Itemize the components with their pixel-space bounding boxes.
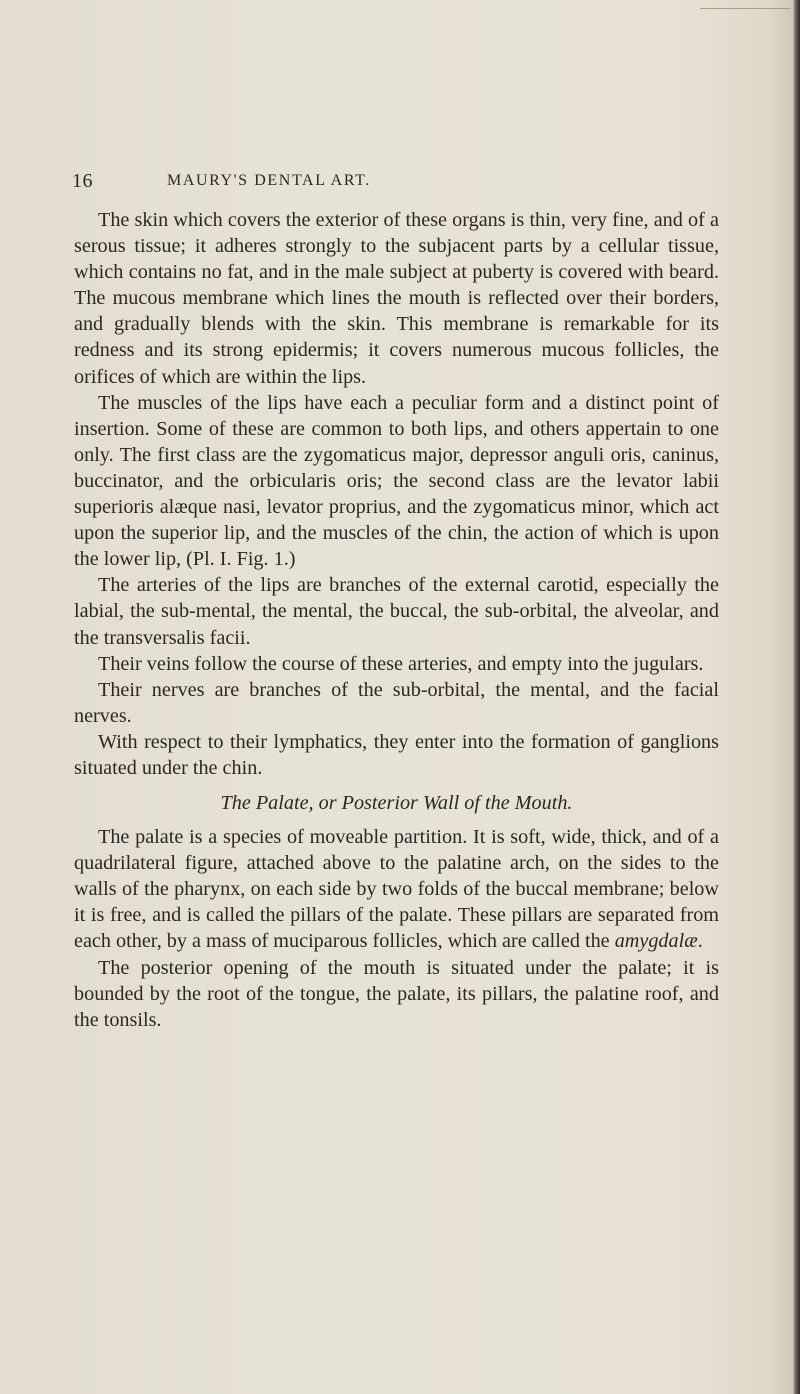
section-heading [74,790,719,816]
paragraph-skin: The skin which covers the exterior of these organs is thin, very fine, and of a serous tissue; it adheres strongly to the subjacent parts by a cellular tissue, which contains no fat, and in the male subject at puberty is covered with beard. The mucous membrane which lines the mouth is reflected over their borders, and gradually blends with the skin. This membrane is remarkable for its redness and its strong epidermis; it covers numerous mucous follicles, the orifices of which are within the lips. [74,209,719,388]
palate-text: The palate is a species of moveable partition. It is soft, wide, thick, and of a quadrilateral figure, attached above to the palatine arch, on the sides to the walls of the pharynx, on each side by two folds of the buccal membrane; below it is free, and is called the pillars of the palate. These pillars are separated from each other, by a mass of muciparous follicles, which are called the [74,826,719,953]
paragraph-palate [74,824,719,954]
paragraph-muscles: The muscles of the lips have each a peculiar form and a distinct point of insertion. Some of these are common to both lips, and others appertain to one only. The first class are the zygomaticus major, depressor anguli oris, caninus, buccinator, and the orbicularis oris; the second class are the levator labii superioris alæque nasi, levator proprius, and the zygomaticus minor, which act upon the superior lip, and the muscles of the chin, the action of which is upon the lower lip, (Pl. I. Fig. 1.) [74,391,719,571]
paragraph-veins: Their veins follow the course of these arteries, and empty into the jugulars. [98,652,704,675]
section-heading-text: The Palate, or Posterior Wall of the Mouth. [220,792,573,815]
page-number: 16 [72,170,93,192]
paragraph-lymphatics: With respect to their lymphatics, they enter into the formation of ganglions situated under the chin. [74,730,719,779]
header-title: MAURY'S DENTAL ART. [167,172,371,189]
paragraph-posterior-opening: The posterior opening of the mouth is situated under the palate; it is bounded by the root of the tongue, the palate, its pillars, the palatine roof, and the tonsils. [74,956,719,1031]
binding-shadow [766,0,792,1394]
binding-edge [792,0,800,1394]
paragraph-arteries: The arteries of the lips are branches of the external carotid, especially the labial, the sub-mental, the mental, the buccal, the sub-orbital, the alveolar, and the transversalis facii. [74,574,719,649]
amygdalae-term: amygdalæ [614,930,698,953]
palate-text-end: . [697,930,703,953]
running-head [72,170,722,194]
paragraph-nerves: Their nerves are branches of the sub-orbital, the mental, and the facial nerves. [74,678,719,727]
body-text [74,207,719,1033]
